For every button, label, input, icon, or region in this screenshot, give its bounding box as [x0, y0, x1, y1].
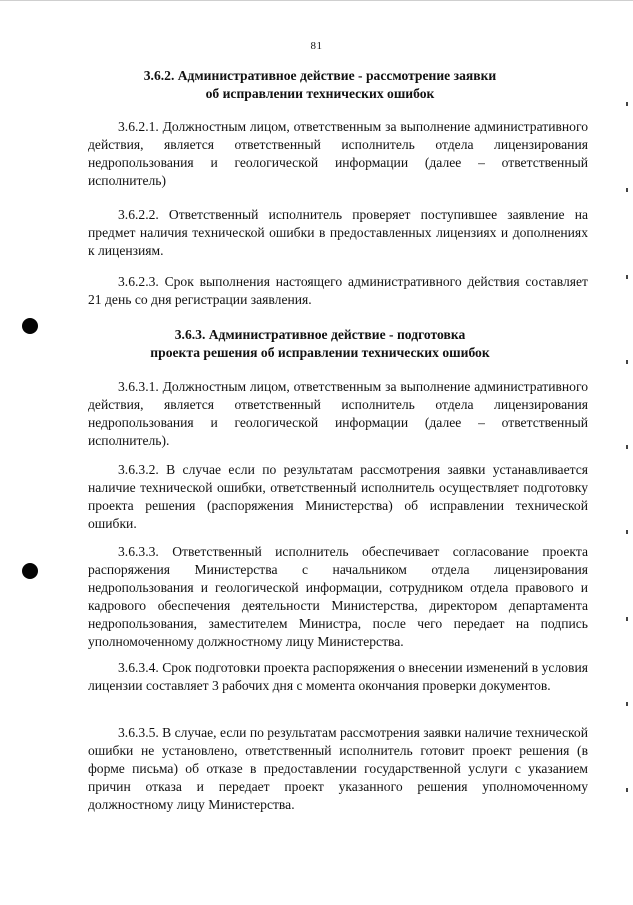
section-heading-3-6-2 — [60, 67, 580, 103]
scan-mark — [626, 102, 628, 106]
section-heading-3-6-3 — [60, 326, 580, 362]
paragraph-3-6-3-1: 3.6.3.1. Должностным лицом, ответственным за выполнение административного действия, является ответственный исполнитель отдела лицензирования недропользования и геологической информации (далее – ответственный исполнитель). — [88, 379, 588, 448]
paragraph-3-6-3-3: 3.6.3.3. Ответственный исполнитель обеспечивает согласование проекта распоряжения Министерства с начальником отдела лицензирования недропользования и геологической информации, сотрудником отдела правового и кадрового обеспечения деятельности Министерства, директором департамента недропользования, заместителем Министра, после чего передает на подпись уполномоченному должностному лицу Министерства. — [88, 544, 588, 649]
page-number: 81 — [310, 40, 323, 52]
paragraph-3-6-3-5: 3.6.3.5. В случае, если по результатам рассмотрения заявки наличие технической ошибки не установлено, ответственный исполнитель готовит проект решения (в форме письма) об отказе в предоставлении государственной услуги с указанием причин отказа и передает проект указанного решения уполномоченному должностному лицу Министерства. — [88, 725, 588, 812]
scan-top-edge — [0, 0, 633, 1]
scan-mark — [626, 445, 628, 449]
scan-mark — [626, 360, 628, 364]
scan-mark — [626, 530, 628, 534]
paragraph-3-6-3-4: 3.6.3.4. Срок подготовки проекта распоряжения о внесении изменений в условия лицензии составляет 3 рабочих дня с момента окончания проверки документов. — [88, 660, 588, 693]
paragraph-3-6-2-1: 3.6.2.1. Должностным лицом, ответственным за выполнение административного действия, является ответственный исполнитель отдела лицензирования недропользования и геологической информации (далее – ответственный исполнитель) — [88, 119, 588, 188]
scan-mark — [626, 702, 628, 706]
scan-mark — [626, 275, 628, 279]
paragraph-3-6-3-2: 3.6.3.2. В случае если по результатам рассмотрения заявки устанавливается наличие технической ошибки, ответственный исполнитель осуществляет подготовку проекта решения (распоряжения Министерства) об исправлении технической ошибки. — [88, 462, 588, 531]
section-heading-line: об исправлении технических ошибок — [205, 86, 435, 101]
section-heading-line: 3.6.3. Административное действие - подготовка — [174, 327, 466, 342]
scan-mark — [626, 788, 628, 792]
scan-mark — [626, 617, 628, 621]
paragraph-3-6-2-2: 3.6.2.2. Ответственный исполнитель проверяет поступившее заявление на предмет наличия технической ошибки в предоставленных лицензиях и дополнениях к лицензиям. — [88, 207, 588, 258]
section-heading-line: 3.6.2. Административное действие - рассмотрение заявки — [143, 68, 497, 83]
paragraph-3-6-2-3: 3.6.2.3. Срок выполнения настоящего административного действия составляет 21 день со дня регистрации заявления. — [88, 274, 588, 307]
punch-hole-icon — [22, 563, 38, 579]
punch-hole-icon — [22, 318, 38, 334]
scan-mark — [626, 188, 628, 192]
section-heading-line: проекта решения об исправлении технических ошибок — [150, 345, 490, 360]
